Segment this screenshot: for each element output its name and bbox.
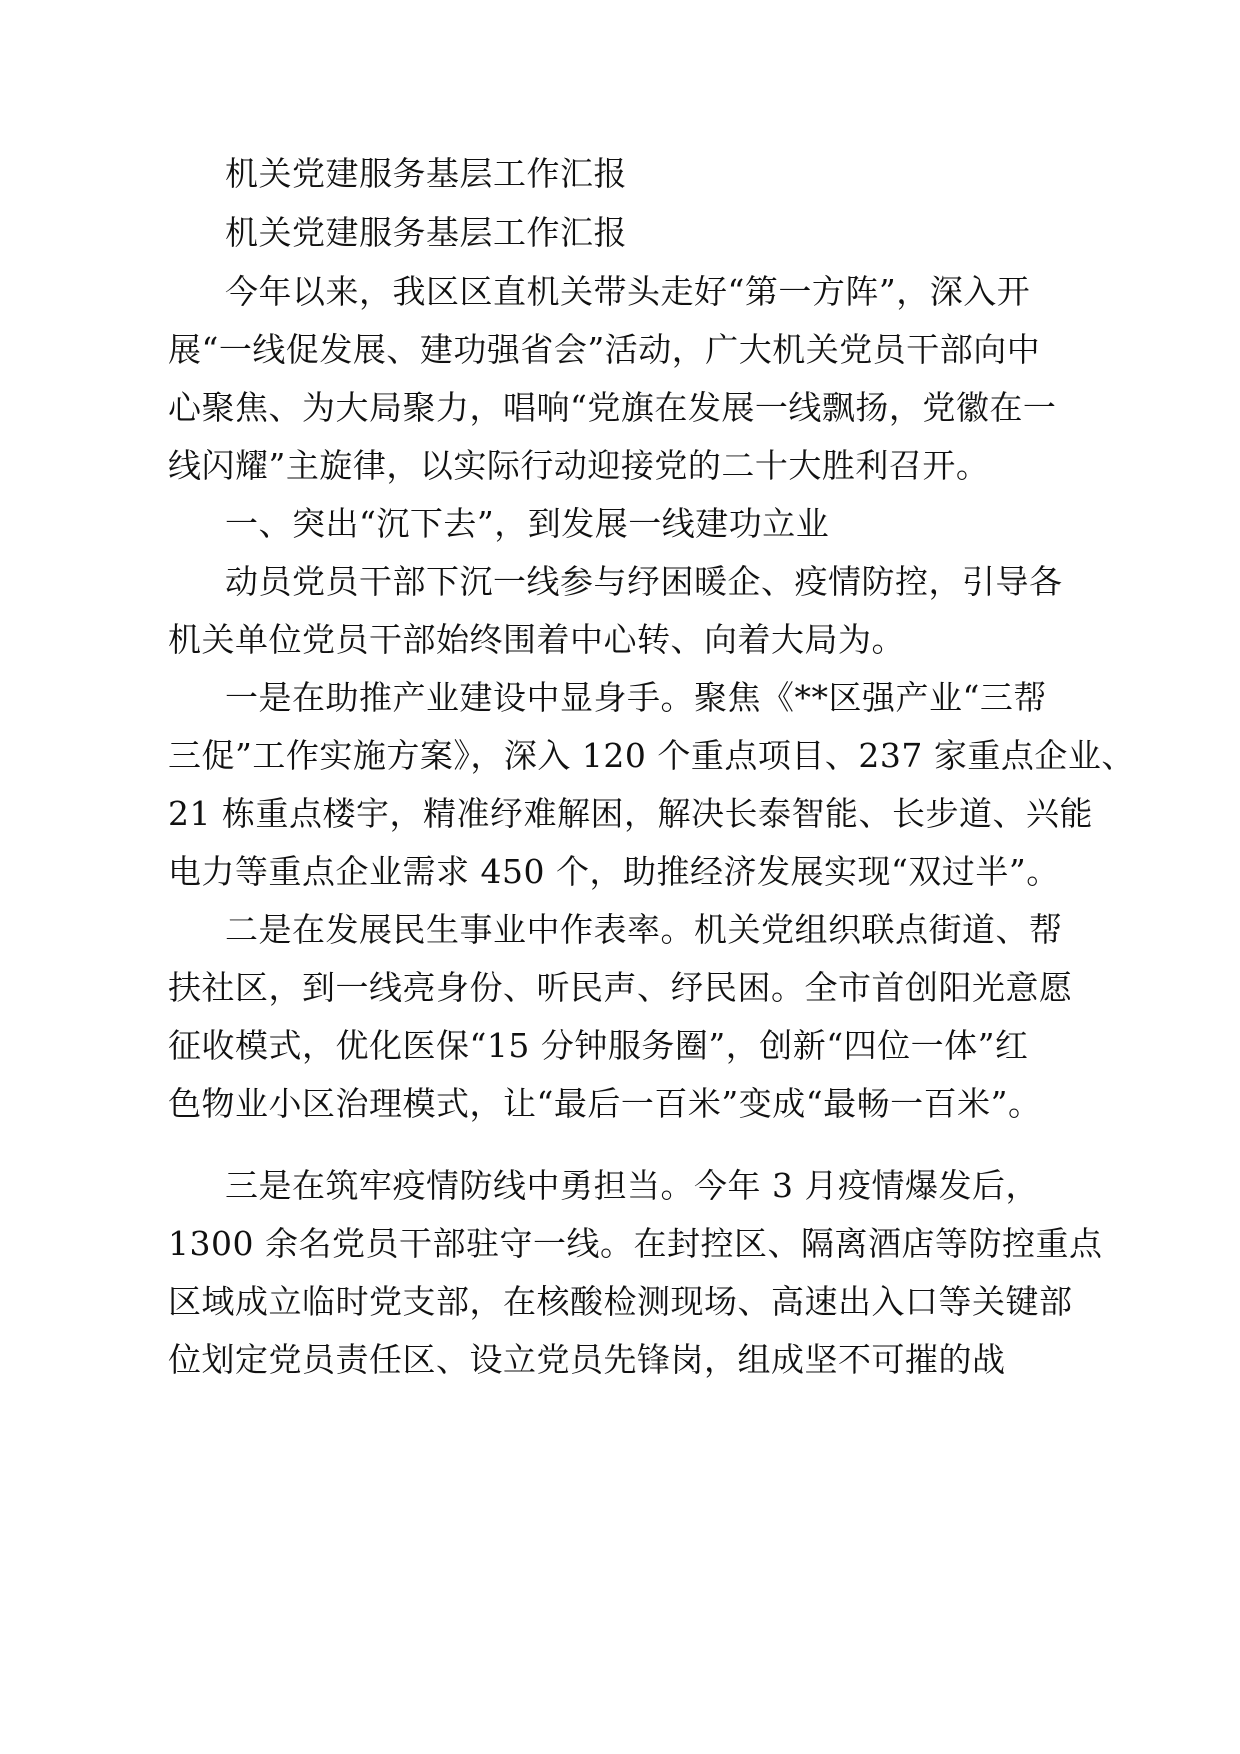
para-livelihood-line-2: 扶社区，到一线亮身份、听民声、纾民困。全市首创阳光意愿	[168, 968, 1073, 1007]
para-intro-line-1: 今年以来，我区区直机关带头走好“第一方阵”，深入开	[225, 272, 1031, 311]
para-epidemic-line-2: 1300 余名党员干部驻守一线。在封控区、隔离酒店等防控重点	[168, 1224, 1103, 1263]
para-epidemic-line-3: 区域成立临时党支部，在核酸检测现场、高速出入口等关键部	[168, 1282, 1073, 1321]
para-mobilize-line-2: 机关单位党员干部始终围着中心转、向着大局为。	[168, 620, 905, 659]
para-epidemic-line-4: 位划定党员责任区、设立党员先锋岗，组成坚不可摧的战	[168, 1340, 1006, 1379]
para-industry-line-3: 21 栋重点楼宇，精准纾难解困，解决长泰智能、长步道、兴能	[168, 794, 1093, 833]
para-epidemic-line-1: 三是在筑牢疫情防线中勇担当。今年 3 月疫情爆发后，	[225, 1166, 1039, 1205]
para-intro-line-3: 心聚焦、为大局聚力，唱响“党旗在发展一线飘扬，党徽在一	[168, 388, 1057, 427]
para-industry-line-2: 三促”工作实施方案》，深入 120 个重点项目、237 家重点企业、	[168, 736, 1135, 775]
para-intro-line-4: 线闪耀”主旋律，以实际行动迎接党的二十大胜利召开。	[168, 446, 990, 485]
section-heading-1: 一、突出“沉下去”，到发展一线建功立业	[225, 504, 830, 543]
para-livelihood-line-4: 色物业小区治理模式，让“最后一百米”变成“最畅一百米”。	[168, 1084, 1042, 1123]
para-livelihood-line-1: 二是在发展民生事业中作表率。机关党组织联点街道、帮	[225, 910, 1063, 949]
para-mobilize-line-1: 动员党员干部下沉一线参与纾困暖企、疫情防控，引导各	[225, 562, 1063, 601]
document-title: 机关党建服务基层工作汇报	[225, 154, 627, 193]
document-subtitle: 机关党建服务基层工作汇报	[225, 213, 627, 252]
para-intro-line-2: 展“一线促发展、建功强省会”活动，广大机关党员干部向中	[168, 330, 1041, 369]
para-industry-line-1: 一是在助推产业建设中显身手。聚焦《**区强产业“三帮	[225, 678, 1047, 717]
para-industry-line-4: 电力等重点企业需求 450 个，助推经济发展实现“双过半”。	[168, 852, 1060, 891]
para-livelihood-line-3: 征收模式，优化医保“15 分钟服务圈”，创新“四位一体”红	[168, 1026, 1029, 1065]
